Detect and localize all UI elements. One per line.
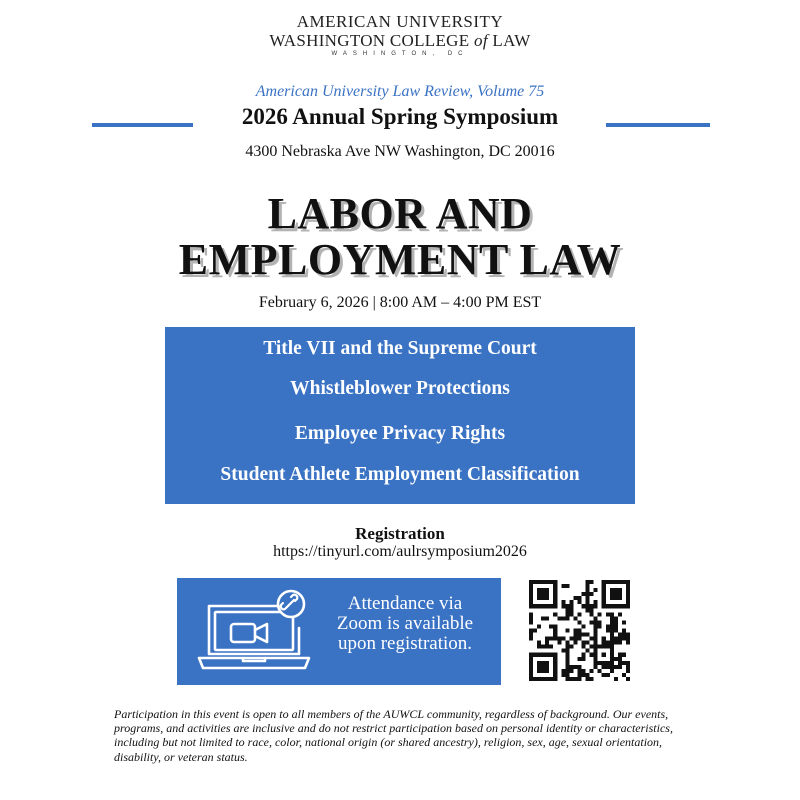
right-rule	[606, 123, 710, 127]
logo-college-of: of	[474, 31, 488, 50]
logo-college	[0, 31, 800, 51]
symposium-title: 2026 Annual Spring Symposium	[241, 104, 559, 129]
inclusion-disclaimer: Participation in this event is open to all members of the AUWCL community, regardless of background. Our events, programs, and activities are inclusive and do not restrict participation based on personal identity or characteristics, including but not limited to race, color, national origin (or shared ancestry), religion, sex, age, sexual orientation, disability, or veteran status.	[114, 707, 673, 764]
qr-code-icon[interactable]	[529, 580, 630, 681]
event-date-time: February 6, 2026 | 8:00 AM – 4:00 PM EST	[258, 294, 542, 311]
laptop-video-link-icon	[195, 588, 313, 678]
topic-item: Student Athlete Employment Classification	[220, 464, 580, 485]
logo-university: AMERICAN UNIVERSITY	[296, 12, 504, 31]
zoom-text-line: Attendance via	[347, 593, 463, 614]
topic-item: Title VII and the Supreme Court	[263, 338, 537, 359]
topic-item: Whistleblower Protections	[290, 378, 510, 399]
event-address: 4300 Nebraska Ave NW Washington, DC 20016	[245, 143, 555, 160]
topics-box	[165, 327, 635, 504]
headline-line-1: LABOR AND	[267, 189, 533, 238]
headline-line-2: EMPLOYMENT LAW	[178, 235, 622, 284]
logo-location: WASHINGTON, DC	[331, 51, 469, 57]
zoom-info-box	[177, 578, 501, 685]
topic-item: Employee Privacy Rights	[294, 423, 506, 444]
law-review-title: American University Law Review, Volume 75	[255, 83, 545, 100]
logo-college-law: LAW	[492, 31, 531, 50]
registration-title: Registration	[355, 524, 445, 543]
logo-college-main: WASHINGTON COLLEGE	[269, 31, 470, 50]
registration-link[interactable]: https://tinyurl.com/aulrsymposium2026	[273, 543, 527, 560]
zoom-text-line: upon registration.	[337, 633, 473, 654]
symposium-row	[0, 104, 800, 134]
zoom-text-line: Zoom is available	[336, 613, 474, 634]
zoom-attendance-text	[319, 594, 491, 654]
